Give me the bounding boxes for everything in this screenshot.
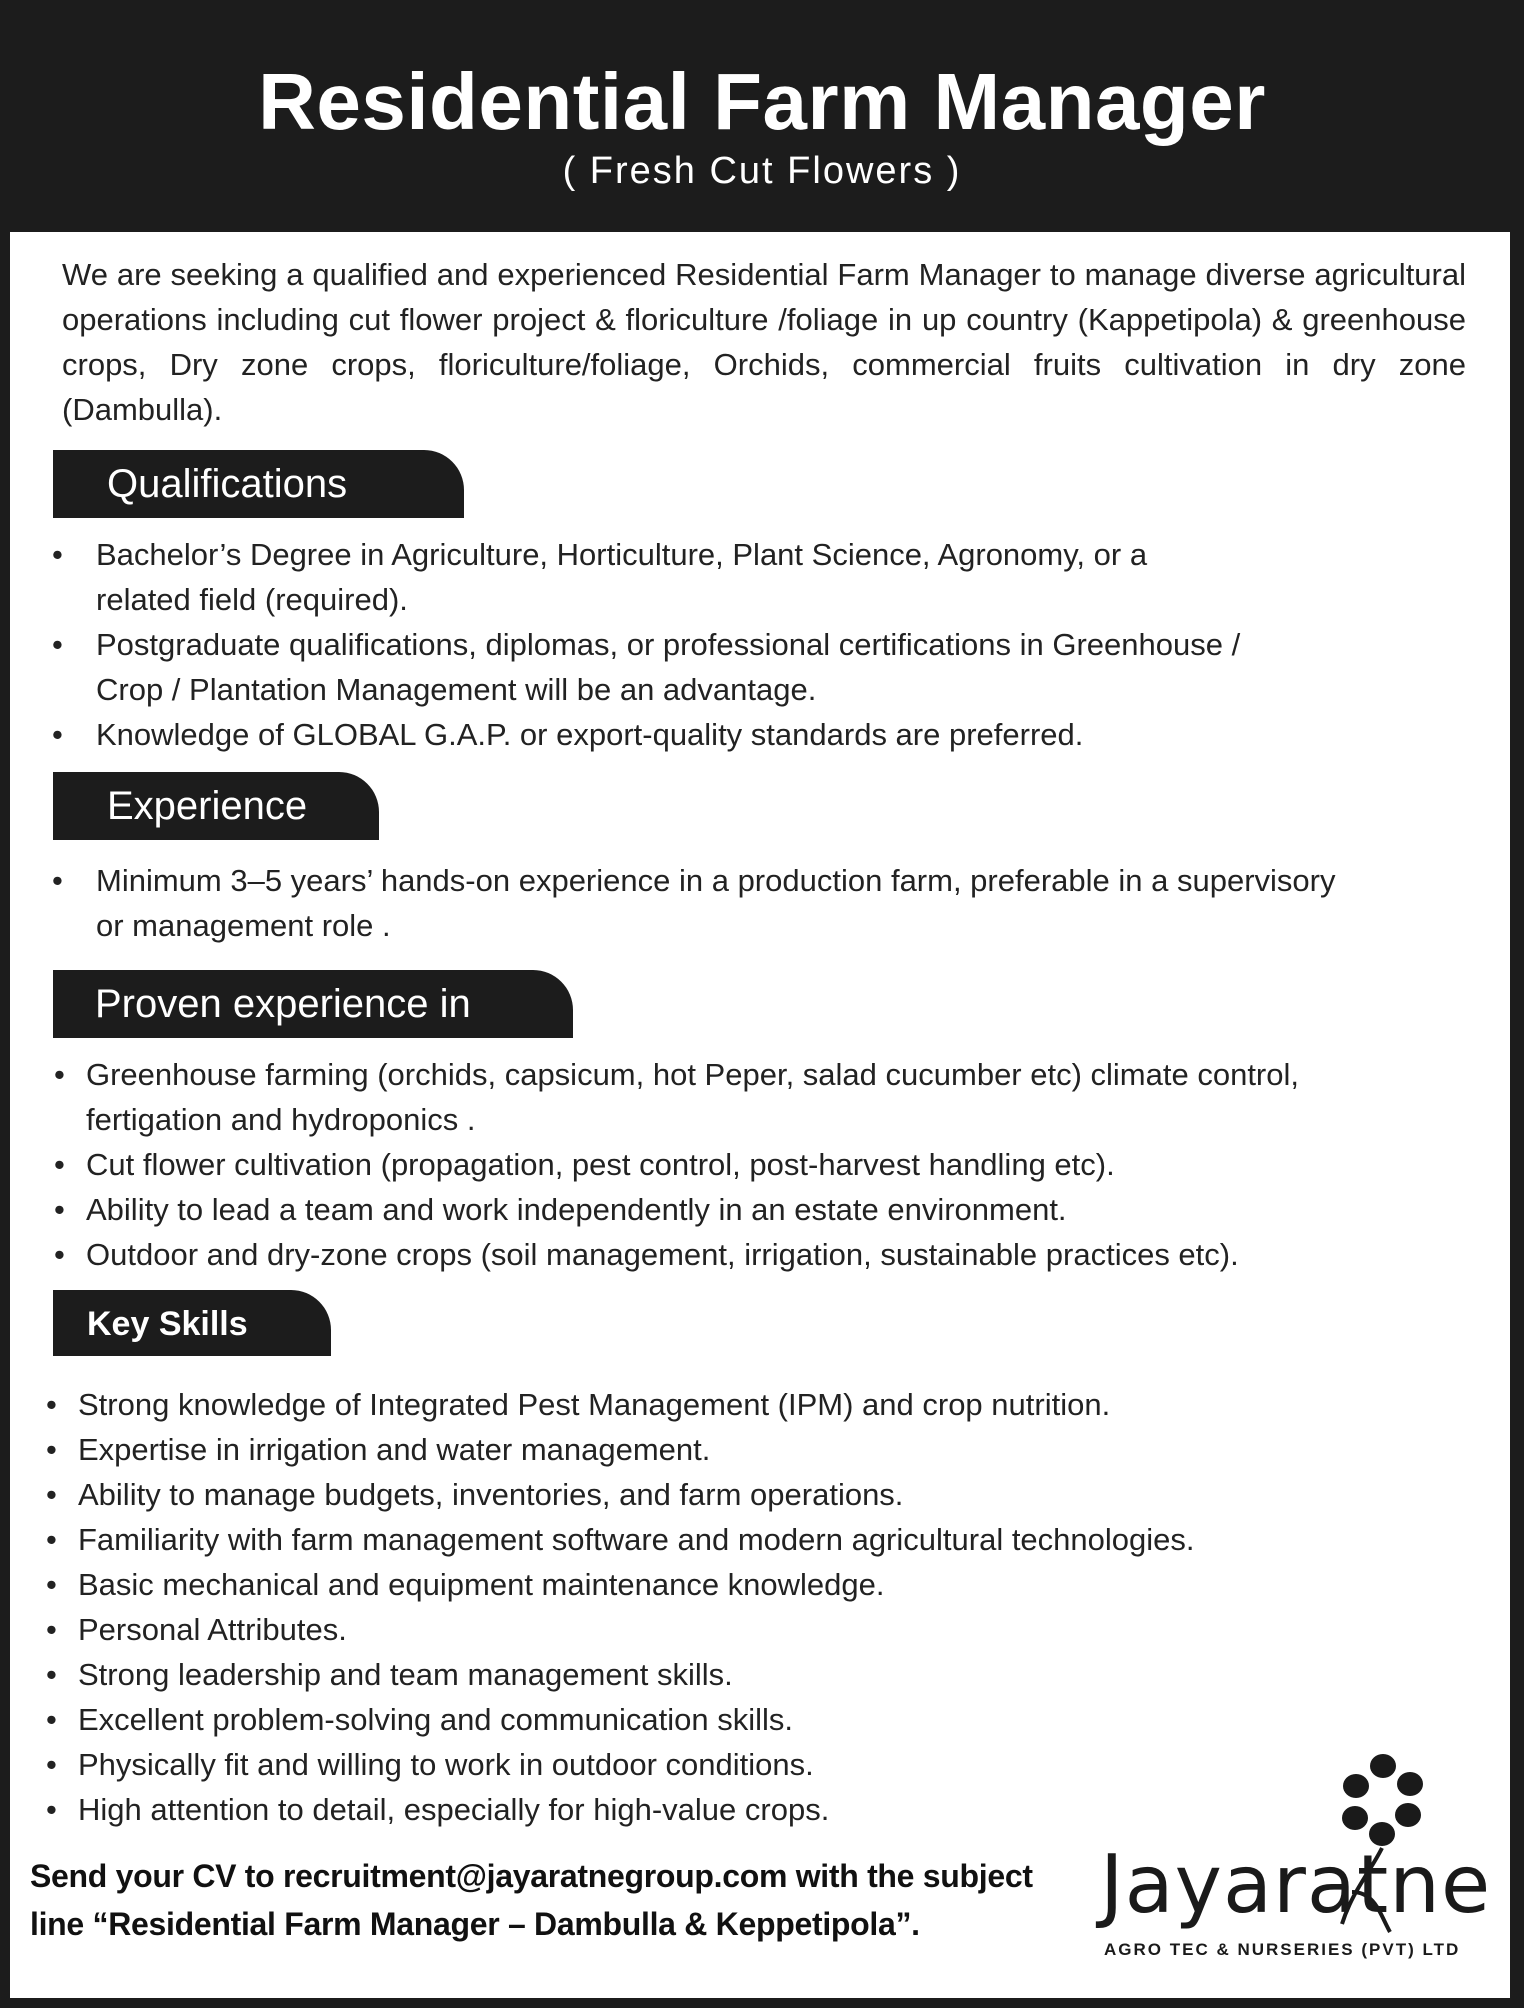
list-item: • Excellent problem-solving and communication skills.: [78, 1697, 1478, 1742]
list-item: • Basic mechanical and equipment maintenance knowledge.: [78, 1562, 1478, 1607]
list-item: • Ability to manage budgets, inventories, and farm operations.: [78, 1472, 1478, 1517]
list-item: • Cut flower cultivation (propagation, pest control, post-harvest handling etc).: [86, 1142, 1466, 1187]
proven-heading: Proven experience in: [95, 982, 471, 1026]
logo-tagline: AGRO TEC & NURSERIES (PVT) LTD: [1104, 1940, 1461, 1959]
list-item: • Postgraduate qualifications, diplomas, or professional certifications in Greenhouse / Crop / Plantation Management will be an advantage.: [96, 622, 1246, 712]
section-heading-proven: [53, 970, 573, 1038]
list-item: • Knowledge of GLOBAL G.A.P. or export-quality standards are preferred.: [96, 712, 1416, 757]
experience-heading: Experience: [107, 784, 308, 828]
list-item: • Ability to lead a team and work independently in an estate environment.: [86, 1187, 1466, 1232]
logo-wordmark: Jayaratne: [1100, 1838, 1492, 1931]
list-item: • Outdoor and dry-zone crops (soil management, irrigation, sustainable practices etc).: [86, 1232, 1466, 1277]
qualifications-heading: Qualifications: [107, 462, 348, 506]
header-banner: [0, 0, 1524, 232]
key-skills-heading: Key Skills: [87, 1305, 248, 1343]
list-item: • Bachelor’s Degree in Agriculture, Horticulture, Plant Science, Agronomy, or a related field (required).: [96, 532, 1246, 622]
qualifications-list: [96, 532, 1416, 757]
list-item: • Strong leadership and team management skills.: [78, 1652, 1478, 1697]
list-item: • High attention to detail, especially for high-value crops.: [78, 1787, 1478, 1832]
experience-list: [96, 858, 1386, 948]
list-item: • Strong knowledge of Integrated Pest Management (IPM) and crop nutrition.: [78, 1382, 1478, 1427]
intro-paragraph: We are seeking a qualified and experienced Residential Farm Manager to manage diverse agricultural operations including cut flower project & floriculture /foliage in up country (Kappetipola) & greenhouse crops, Dry zone crops, floriculture/foliage, Orchids, commercial fruits cultivation in dry zone (Dambulla).: [62, 257, 1466, 427]
list-item: • Expertise in irrigation and water management.: [78, 1427, 1478, 1472]
list-item: • Minimum 3–5 years’ hands-on experience in a production farm, preferable in a supervisory or management role .: [96, 858, 1366, 948]
proven-list: [86, 1052, 1466, 1277]
application-line-2: line “Residential Farm Manager – Dambulla & Keppetipola”.: [30, 1906, 920, 1942]
list-item: • Physically fit and willing to work in outdoor conditions.: [78, 1742, 1478, 1787]
page-title: Residential Farm Manager: [258, 57, 1266, 146]
page-subtitle: ( Fresh Cut Flowers ): [562, 150, 962, 192]
list-item: • Greenhouse farming (orchids, capsicum, hot Peper, salad cucumber etc) climate control, fertigation and hydroponics .: [86, 1052, 1386, 1142]
list-item: • Familiarity with farm management software and modern agricultural technologies.: [78, 1517, 1478, 1562]
application-line-1: Send your CV to recruitment@jayaratnegroup.com with the subject: [30, 1858, 1033, 1894]
application-instructions: [30, 1852, 1090, 1948]
section-heading-experience: [53, 772, 379, 840]
content-panel: [10, 232, 1510, 1998]
section-heading-key-skills: [53, 1290, 331, 1356]
company-logo: [1090, 1742, 1500, 1992]
section-heading-qualifications: [53, 450, 464, 518]
list-item: • Personal Attributes.: [78, 1607, 1478, 1652]
